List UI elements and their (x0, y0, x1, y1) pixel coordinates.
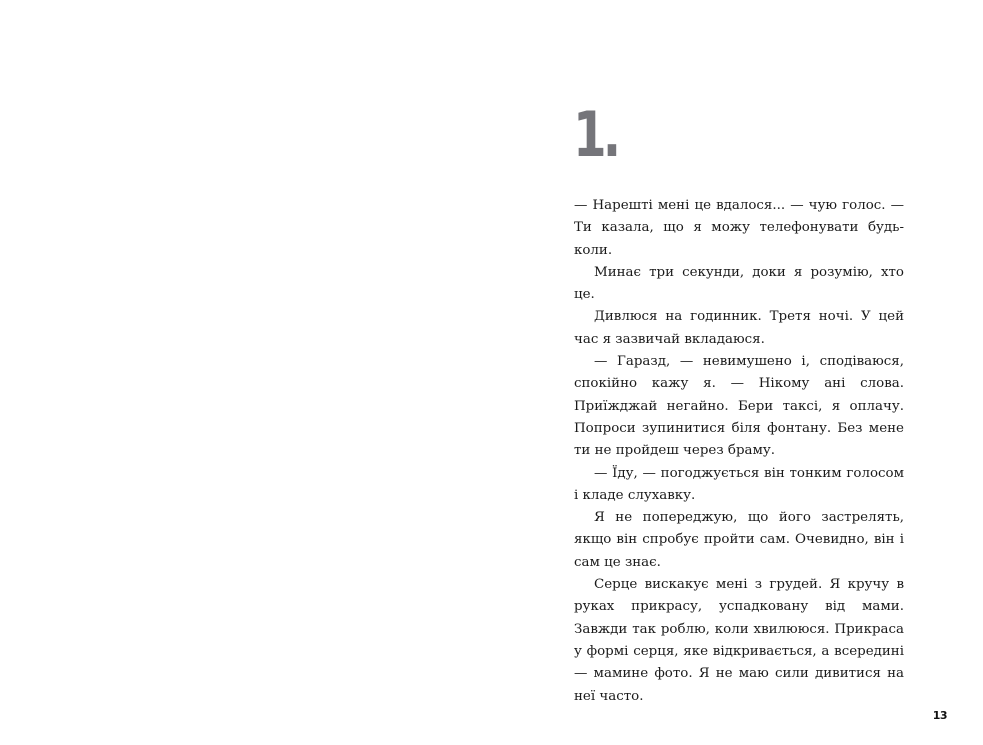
paragraph-6: Я не попереджую, що його застрелять, якщо він спробує пройти сам. Очевидно, він і сам це знає. (574, 510, 904, 570)
paragraph-7: Серце вискакує мені з грудей. Я кручу в руках прикрасу, успадковану від мами. Завжди так роблю, коли хвилююся. Прикраса у формі серця, яке відкривається, а всередині — мамине фото. Я не маю сили дивитися на неї часто. (574, 577, 904, 704)
page-number: 13 (932, 709, 947, 722)
paragraph-1: — Нарешті мені це вдалося... — чую голос. — Ти казала, що я можу телефонувати будь-коли. (574, 198, 904, 258)
paragraph-5: — Їду, — погоджується він тонким голосом і кладе слухавку. (574, 465, 904, 503)
paragraph-3: Дивлюся на годинник. Третя ночі. У цей час я зазвичай вкладаюся. (574, 309, 904, 347)
chapter-number: 1. (573, 98, 618, 171)
paragraph-4: — Гаразд, — невимушено і, сподіваюся, спокійно кажу я. — Нікому ані слова. Приїжджай негайно. Бери таксі, я оплачу. Попроси зупинитися біля фонтану. Без мене ти не пройдеш через браму. (574, 354, 904, 459)
right-page (491, 0, 983, 745)
chapter-text (574, 195, 904, 708)
paragraph-2: Минає три секунди, доки я розумію, хто це. (574, 264, 904, 303)
